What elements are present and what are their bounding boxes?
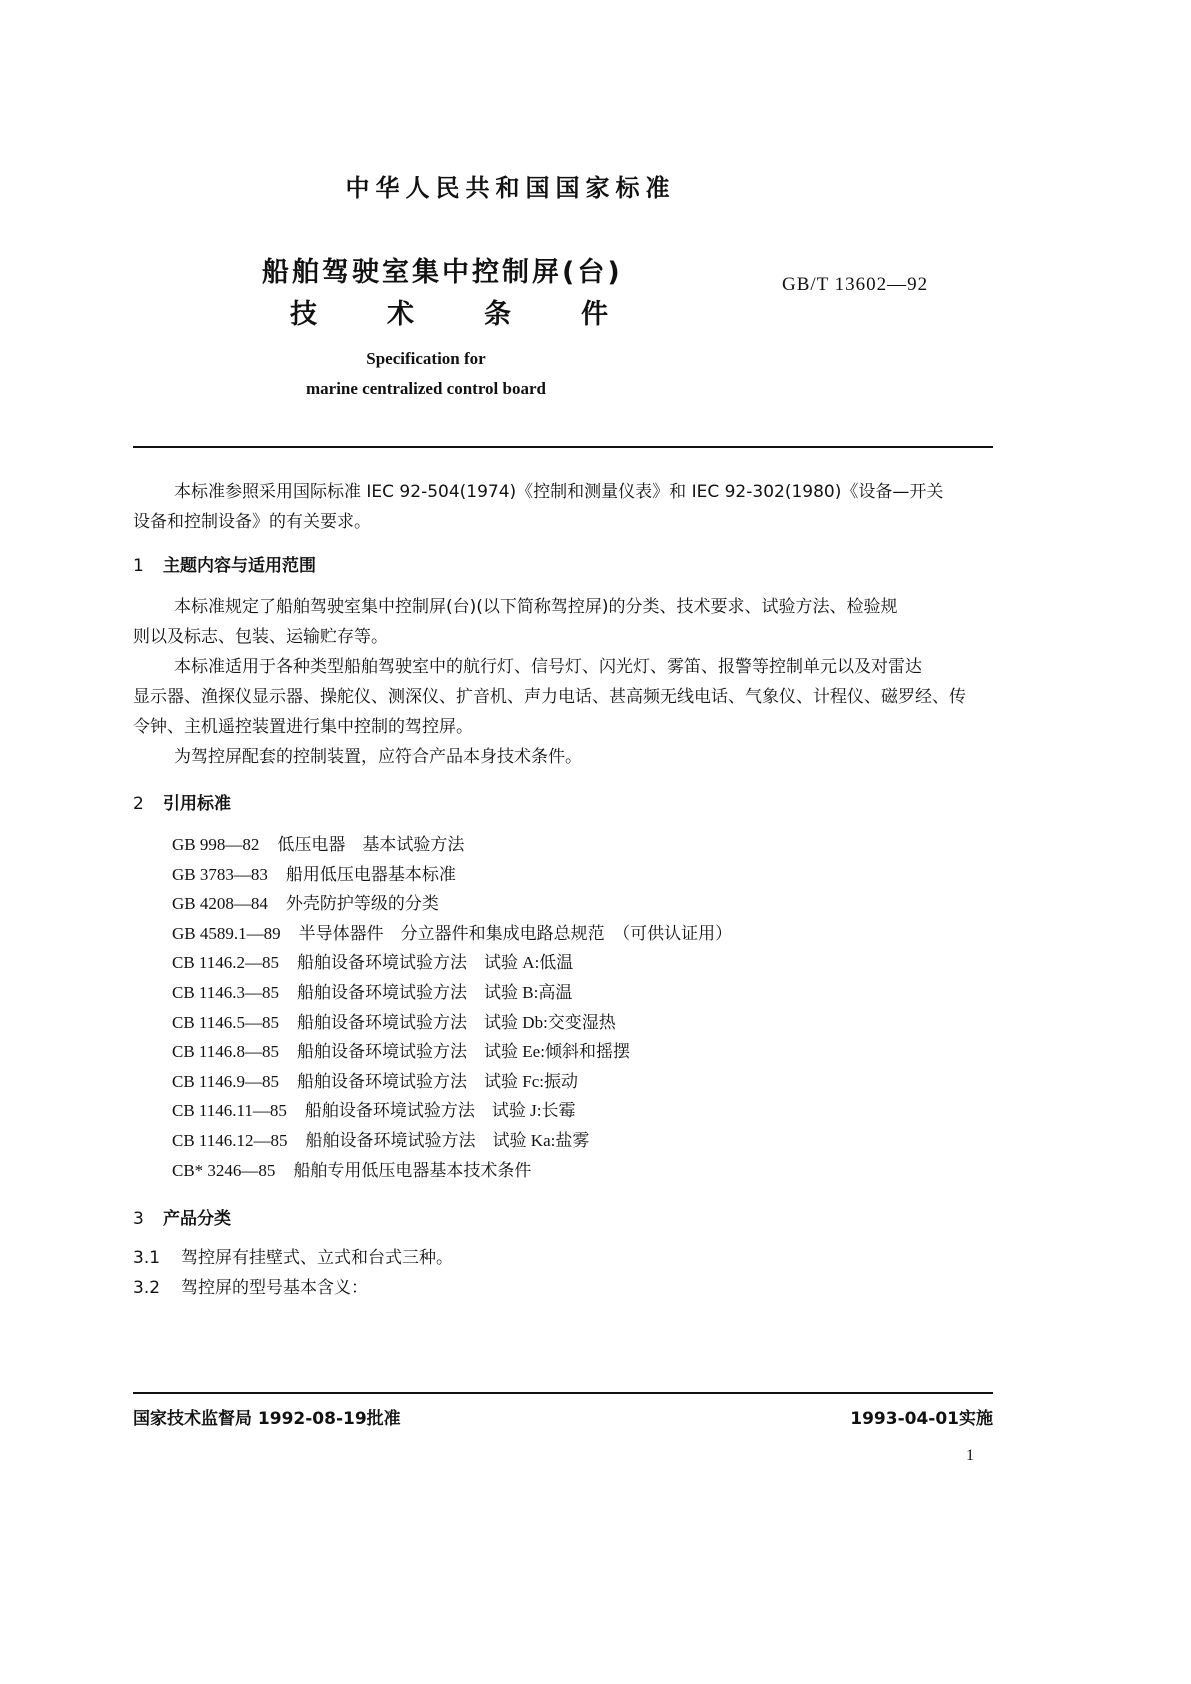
reference-title: 低压电器 基本试验方法 [277,835,465,854]
reference-item [172,830,732,860]
reference-item [172,948,732,978]
intro-line: 本标准参照采用国际标准 IEC 92-504(1974)《控制和测量仪表》和 IEC 92-302(1980)《设备—开关 [174,482,944,502]
english-title-line1: Specification for [366,349,486,368]
section-1-heading [133,551,316,576]
reference-code: CB 1146.11—85 [172,1101,287,1121]
english-title-line2: marine centralized control board [305,379,546,398]
reference-code: GB 3783—83 [172,864,268,884]
reference-item [172,889,732,919]
reference-item [172,978,732,1008]
reference-code: CB* 3246—85 [172,1160,276,1180]
section-number: 2 [133,794,144,814]
text-line: 本标准适用于各种类型船舶驾驶室中的航行灯、信号灯、闪光灯、雾笛、报警等控制单元以及对雷达 [174,657,922,677]
reference-title: 半导体器件 分立器件和集成电路总规范 （可供认证用） [298,923,733,943]
reference-item [172,860,732,890]
text-line: 为驾控屏配套的控制装置，应符合产品本身技术条件。 [174,747,582,767]
reference-item [172,1156,732,1186]
section-title: 主题内容与适用范围 [163,556,316,576]
section-title: 引用标准 [163,794,231,814]
document-title-line2: 技术条件 [290,299,678,330]
footer-divider [133,1392,993,1394]
clause-item [133,1273,453,1303]
text-line: 令钟、主机遥控装置进行集中控制的驾控屏。 [133,717,473,737]
standard-number: GB/T 13602—92 [782,274,929,295]
section-3-body [133,1243,453,1303]
section-number: 3 [133,1209,144,1229]
approval-date: 国家技术监督局 1992-08-19批准 [133,1409,401,1429]
country-standard-heading: 中华人民共和国国家标准 [345,174,676,202]
reference-item [172,1096,732,1126]
text-line: 本标准规定了船舶驾驶室集中控制屏(台)(以下简称驾控屏)的分类、技术要求、试验方法、检验规 [174,597,898,617]
reference-code: GB 998—82 [172,835,260,854]
reference-title: 船舶设备环境试验方法 试验 Fc:振动 [297,1071,579,1091]
reference-list [172,830,732,1185]
clause-item [133,1243,453,1273]
effective-date: 1993-04-01实施 [850,1409,993,1429]
reference-item [172,1126,732,1156]
reference-code: GB 4208—84 [172,894,268,914]
clause-number: 3.2 [133,1278,161,1298]
reference-title: 船舶专用低压电器基本技术条件 [293,1160,532,1180]
reference-title: 外壳防护等级的分类 [285,894,439,914]
reference-code: CB 1146.2—85 [172,953,280,973]
section-1-body [133,592,966,772]
reference-item [172,1008,732,1038]
reference-title: 船舶设备环境试验方法 试验 B:高温 [297,982,573,1002]
reference-title: 船舶设备环境试验方法 试验 Ee:倾斜和摇摆 [297,1042,630,1062]
clause-number: 3.1 [133,1248,161,1268]
reference-code: CB 1146.5—85 [172,1012,280,1032]
reference-title: 船舶设备环境试验方法 试验 J:长霉 [304,1101,576,1121]
clause-text: 驾控屏的型号基本含义： [181,1278,368,1298]
clause-text: 驾控屏有挂壁式、立式和台式三种。 [181,1248,453,1268]
page-number: 1 [966,1447,974,1464]
intro-paragraph [133,477,943,537]
section-3-heading [133,1204,231,1229]
section-2-heading [133,789,231,814]
reference-item [172,1067,732,1097]
reference-code: CB 1146.8—85 [172,1042,280,1062]
section-number: 1 [133,556,144,576]
text-line: 则以及标志、包装、运输贮存等。 [133,627,388,647]
reference-code: CB 1146.12—85 [172,1130,288,1150]
section-title: 产品分类 [163,1209,231,1229]
reference-title: 船舶设备环境试验方法 试验 A:低温 [297,953,574,973]
reference-title: 船舶设备环境试验方法 试验 Db:交变湿热 [297,1012,616,1032]
reference-title: 船用低压电器基本标准 [285,864,456,884]
reference-code: CB 1146.9—85 [172,1071,280,1091]
intro-line: 设备和控制设备》的有关要求。 [133,512,371,532]
reference-title: 船舶设备环境试验方法 试验 Ka:盐雾 [305,1130,590,1150]
document-title: 船舶驾驶室集中控制屏(台) [262,257,623,288]
reference-code: GB 4589.1—89 [172,923,281,943]
text-line: 显示器、渔探仪显示器、操舵仪、测深仪、扩音机、声力电话、甚高频无线电话、气象仪、计程仪、磁罗经、传 [133,687,966,707]
header-divider [133,446,993,448]
reference-item [172,919,732,949]
reference-item [172,1037,732,1067]
reference-code: CB 1146.3—85 [172,982,280,1002]
